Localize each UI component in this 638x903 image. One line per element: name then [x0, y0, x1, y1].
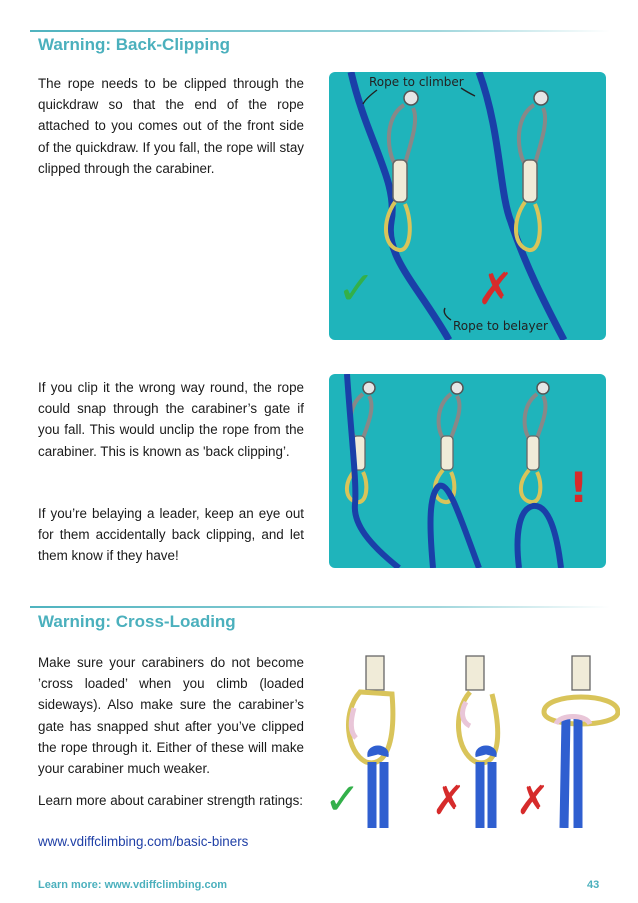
check-mark-icon: ✓ — [337, 261, 376, 315]
belayer-advice-paragraph: If you’re belaying a leader, keep an eye out for them accidentally back clipping, and let them know if they have! — [38, 506, 304, 564]
label-rope-to-climber: Rope to climber — [369, 75, 464, 89]
carabiner-cross-loaded — [544, 656, 618, 828]
cross-loading-cross-icon-2: ✗ — [516, 778, 550, 824]
sequence-quickdraw-1 — [347, 374, 399, 568]
footer-learn-more: Learn more: www.vdiffclimbing.com — [38, 879, 228, 891]
basic-biners-link[interactable]: www.vdiffclimbing.com/basic-biners — [38, 834, 249, 849]
page-number: 43 — [587, 879, 600, 891]
back-clipping-sequence-illustration — [329, 374, 606, 568]
strength-ratings-paragraph: Learn more about carabiner strength ratings: — [38, 793, 303, 808]
sequence-quickdraw-2 — [431, 382, 479, 568]
cross-loading-check-icon: ✓ — [324, 774, 361, 825]
cross-loading-illustration — [320, 652, 620, 828]
wrong-way-paragraph: If you clip it the wrong way round, the rope could snap through the carabiner’s gate if you fall. This would unclip the rope from the carabiner. This is known as 'back clipping’. — [38, 380, 304, 459]
section-heading-back-clipping: Warning: Back-Clipping — [38, 35, 231, 54]
back-clipping-illustration — [329, 72, 606, 340]
warning-exclamation-icon: ! — [569, 463, 589, 512]
section-heading-cross-loading: Warning: Cross-Loading — [38, 612, 236, 631]
cross-loading-paragraph: Make sure your carabiners do not become ’cross loaded’ when you climb (loaded sideways). Also make sure the carabiner’s gate has snapped shut after you’ve clipped the rope through it. Either of these will make your carabiner much weaker. — [38, 655, 304, 777]
quickdraw-incorrect — [516, 91, 548, 250]
label-rope-to-belayer: Rope to belayer — [453, 319, 548, 333]
section-divider-cross-loading — [30, 606, 610, 608]
back-clipping-paragraph: The rope needs to be clipped through the quickdraw so that the end of the rope attached to you comes out of the front side of the quickdraw. If you fall, the rope will stay clipped through the carabiner. — [38, 76, 304, 176]
sequence-quickdraw-3 — [518, 382, 561, 568]
cross-loading-cross-icon-1: ✗ — [432, 778, 466, 824]
cross-mark-icon: ✗ — [477, 264, 514, 315]
section-divider-top — [30, 30, 610, 32]
